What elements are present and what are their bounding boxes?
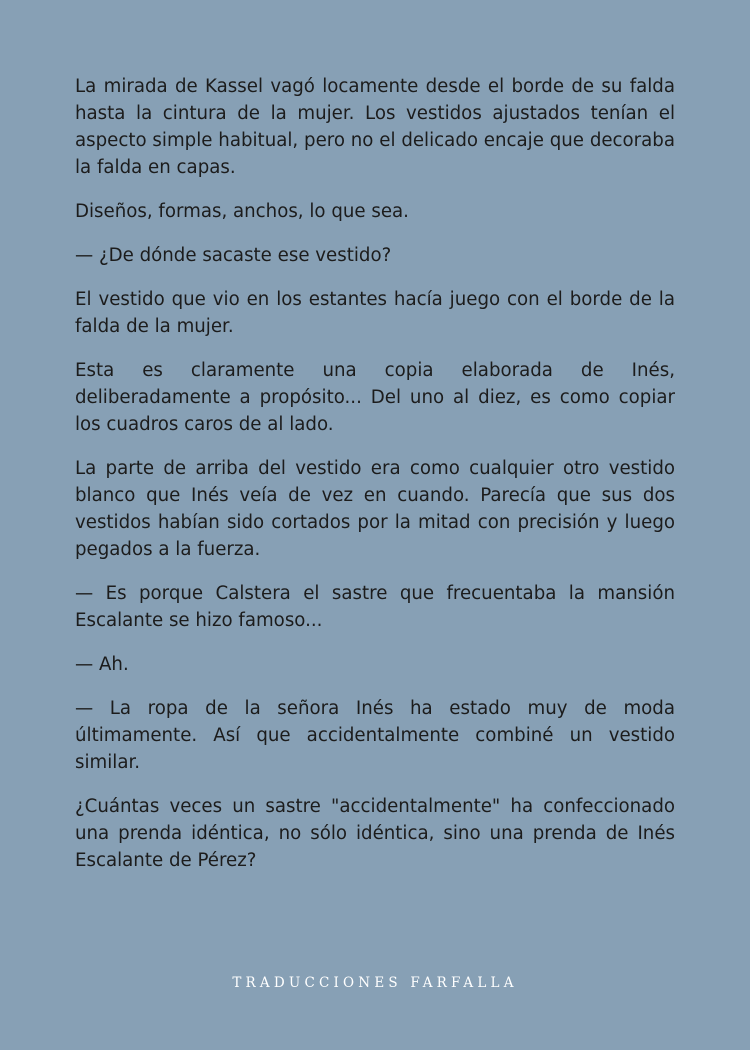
paragraph-7: — Es porque Calstera el sastre que frecuentaba la mansión Escalante se hizo famoso... bbox=[75, 583, 675, 631]
page-body bbox=[75, 73, 675, 891]
paragraph-3: — ¿De dónde sacaste ese vestido? bbox=[75, 245, 392, 266]
paragraph-9: — La ropa de la señora Inés ha estado muy de moda últimamente. Así que accidentalmente combiné un vestido similar. bbox=[75, 698, 675, 773]
page-footer-credit: TRADUCCIONES FARFALLA bbox=[232, 975, 518, 991]
paragraph-10: ¿Cuántas veces un sastre "accidentalmente" ha confeccionado una prenda idéntica, no sólo idéntica, sino una prenda de Inés Escalante de Pérez? bbox=[75, 796, 675, 871]
paragraph-4: El vestido que vio en los estantes hacía juego con el borde de la falda de la mujer. bbox=[75, 289, 675, 337]
paragraph-8: — Ah. bbox=[75, 654, 129, 675]
paragraph-6: La parte de arriba del vestido era como cualquier otro vestido blanco que Inés veía de vez en cuando. Parecía que sus dos vestidos habían sido cortados por la mitad con precisión y luego pegados a la fuerza. bbox=[75, 458, 675, 560]
paragraph-2: Diseños, formas, anchos, lo que sea. bbox=[75, 201, 409, 222]
paragraph-1: La mirada de Kassel vagó locamente desde el borde de su falda hasta la cintura de la mujer. Los vestidos ajustados tenían el aspecto simple habitual, pero no el delicado encaje que decoraba la falda en capas. bbox=[75, 76, 675, 178]
paragraph-5: Esta es claramente una copia elaborada de Inés, deliberadamente a propósito... Del uno al diez, es como copiar los cuadros caros de al lado. bbox=[75, 360, 675, 435]
